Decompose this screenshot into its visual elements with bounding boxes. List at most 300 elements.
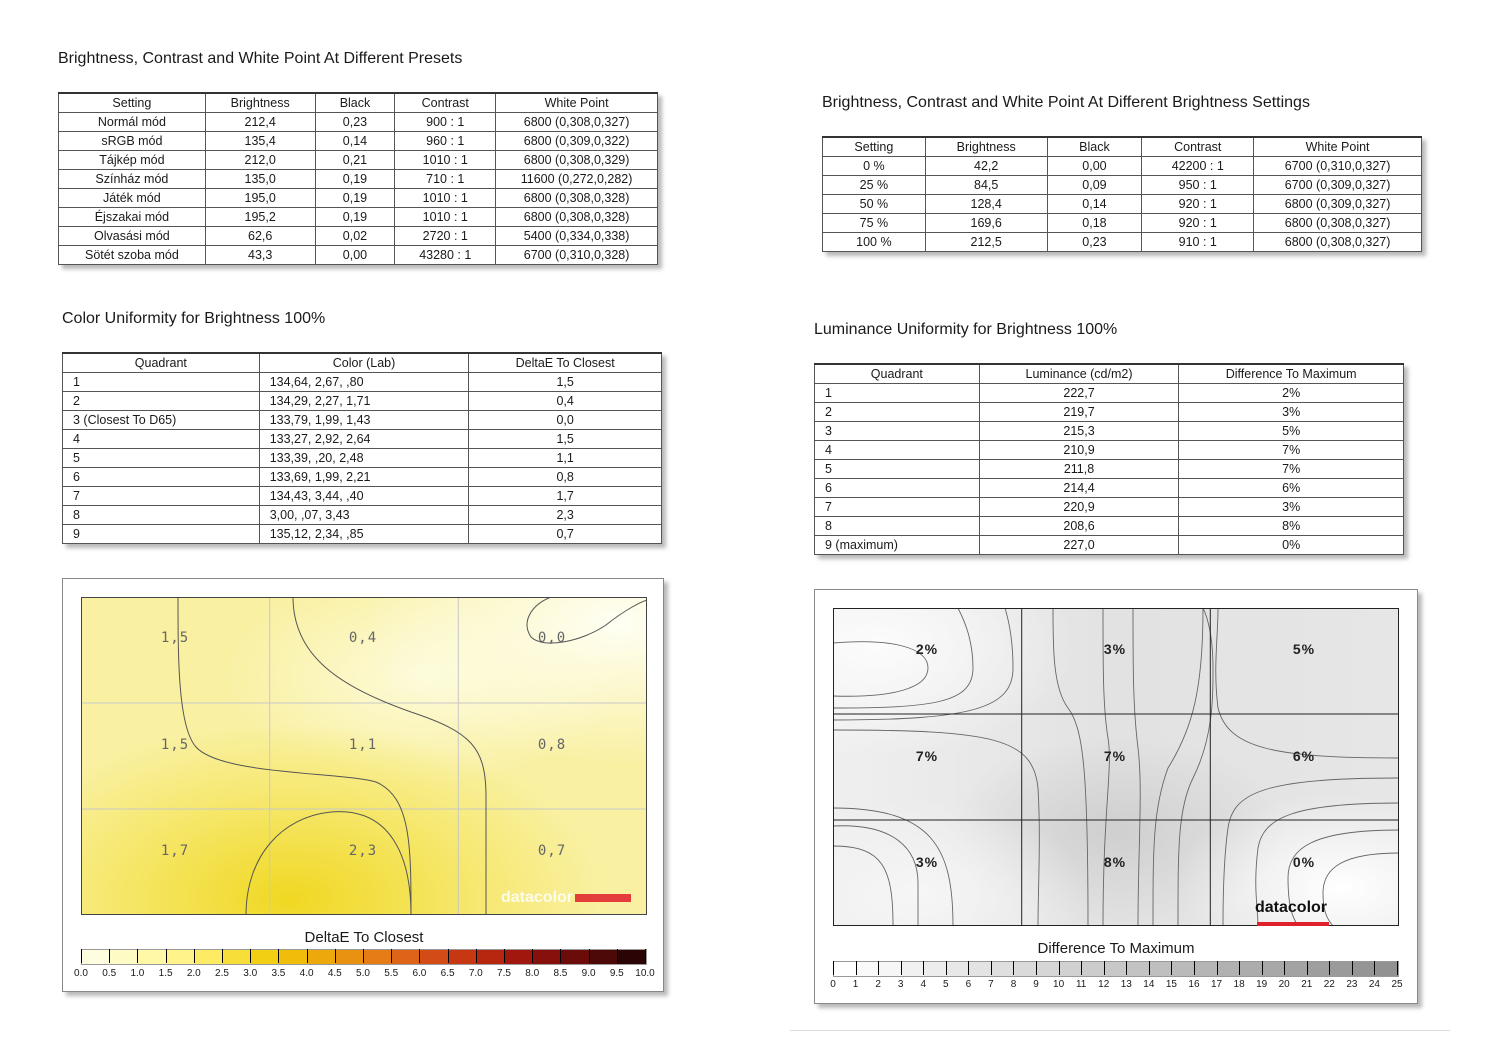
scale-tick [1036, 961, 1037, 975]
table-cell: 222,7 [979, 384, 1179, 403]
column-header: Quadrant [63, 353, 260, 373]
color-map-label-1: 1,5 [160, 630, 190, 646]
table-cell: Színház mód [59, 170, 206, 189]
column-header: Color (Lab) [259, 353, 469, 373]
table-cell: 1010 : 1 [395, 189, 496, 208]
scale-tick-label: 6.5 [440, 968, 455, 979]
table-cell: 169,6 [925, 214, 1047, 233]
table-cell: 84,5 [925, 176, 1047, 195]
table-row [63, 411, 662, 430]
table-row [815, 498, 1404, 517]
table-cell: 6800 (0,308,0,328) [496, 189, 658, 208]
scale-swatch [1195, 962, 1218, 976]
table-row [815, 422, 1404, 441]
scale-tick [833, 961, 834, 975]
table-cell: 1 [815, 384, 980, 403]
column-header: DeltaE To Closest [469, 353, 662, 373]
table-cell: 3% [1179, 498, 1404, 517]
table-cell: 6700 (0,310,0,327) [1254, 157, 1422, 176]
scale-tick-label: 4.0 [299, 968, 314, 979]
table-row [815, 460, 1404, 479]
color-map-label-6: 0,8 [537, 737, 567, 753]
table-cell: 7% [1179, 441, 1404, 460]
scale-swatch [279, 950, 307, 964]
table-cell: 220,9 [979, 498, 1179, 517]
table-cell: 0,00 [315, 246, 395, 265]
scale-tick [1329, 961, 1330, 975]
scale-swatch [1172, 962, 1195, 976]
scale-swatch [364, 950, 392, 964]
scale-tick-label: 16 [1188, 979, 1200, 990]
scale-tick-label: 3.0 [243, 968, 258, 979]
scale-tick [1239, 961, 1240, 975]
scale-tick-label: 23 [1346, 979, 1358, 990]
scale-swatch [420, 950, 448, 964]
table-cell: 215,3 [979, 422, 1179, 441]
scale-tick [391, 949, 392, 963]
table-cell: 133,79, 1,99, 1,43 [259, 411, 469, 430]
scale-swatch [1330, 962, 1353, 976]
color-scale-title: DeltaE To Closest [304, 929, 424, 946]
scale-swatch [195, 950, 223, 964]
column-header: White Point [1254, 137, 1422, 157]
scale-swatch [1060, 962, 1083, 976]
table-cell: 6700 (0,310,0,328) [496, 246, 658, 265]
column-header: Setting [59, 93, 206, 113]
scale-tick-label: 7 [988, 979, 994, 990]
table-cell: 0 % [823, 157, 926, 176]
presets-table [58, 92, 658, 265]
scale-swatch [392, 950, 420, 964]
scale-tick [448, 949, 449, 963]
table-cell: sRGB mód [59, 132, 206, 151]
table-cell: 0,00 [1047, 157, 1142, 176]
table-cell: 7% [1179, 460, 1404, 479]
color-map-label-3: 0,0 [537, 630, 567, 646]
table-cell: 0,23 [1047, 233, 1142, 252]
table-cell: 2720 : 1 [395, 227, 496, 246]
scale-swatch [82, 950, 110, 964]
lum-map-label-8: 8% [1103, 854, 1127, 870]
table-cell: 0% [1179, 536, 1404, 555]
scale-swatch [1285, 962, 1308, 976]
scale-swatch [308, 950, 336, 964]
table-row [59, 246, 658, 265]
scale-tick-label: 22 [1323, 979, 1335, 990]
lum-map-label-9: 0% [1292, 854, 1316, 870]
table-row [823, 214, 1422, 233]
scale-tick [1104, 961, 1105, 975]
scale-tick [856, 961, 857, 975]
scale-tick [645, 949, 646, 963]
scale-tick-label: 25 [1391, 979, 1403, 990]
table-cell: 4 [815, 441, 980, 460]
table-cell: 4 [63, 430, 260, 449]
scale-tick-label: 8.5 [553, 968, 568, 979]
table-cell: 219,7 [979, 403, 1179, 422]
scale-swatch [1240, 962, 1263, 976]
scale-tick-label: 0 [830, 979, 836, 990]
datacolor-logo: datacolor [1255, 899, 1399, 926]
table-cell: 5 [63, 449, 260, 468]
table-cell: 2 [63, 392, 260, 411]
column-header: Luminance (cd/m2) [979, 364, 1179, 384]
table-cell: 212,4 [205, 113, 315, 132]
table-cell: 135,0 [205, 170, 315, 189]
table-cell: 212,0 [205, 151, 315, 170]
scale-swatch [590, 950, 618, 964]
scale-tick [1149, 961, 1150, 975]
brightness-settings-table [822, 136, 1422, 252]
scale-tick [504, 949, 505, 963]
scale-tick-label: 10.0 [635, 968, 655, 979]
scale-tick-label: 9.0 [581, 968, 596, 979]
color-uniformity-title: Color Uniformity for Brightness 100% [62, 310, 326, 327]
table-cell: 6800 (0,309,0,327) [1254, 195, 1422, 214]
scale-tick-label: 4 [920, 979, 927, 990]
table-cell: 6 [63, 468, 260, 487]
table-cell: 0,21 [315, 151, 395, 170]
scale-swatch [449, 950, 477, 964]
table-cell: 0,0 [469, 411, 662, 430]
table-cell: 100 % [823, 233, 926, 252]
table-row [59, 170, 658, 189]
table-cell: 8 [63, 506, 260, 525]
table-row [815, 517, 1404, 536]
scale-tick-label: 6 [965, 979, 972, 990]
table-cell: 135,12, 2,34, ,85 [259, 525, 469, 544]
table-cell: 134,29, 2,27, 1,71 [259, 392, 469, 411]
scale-tick-label: 3 [897, 979, 904, 990]
scale-tick [901, 961, 902, 975]
table-cell: 62,6 [205, 227, 315, 246]
table-cell: 133,39, ,20, 2,48 [259, 449, 469, 468]
column-header: White Point [496, 93, 658, 113]
table-cell: 900 : 1 [395, 113, 496, 132]
scale-tick [1081, 961, 1082, 975]
table-row [815, 384, 1404, 403]
table-row [63, 392, 662, 411]
table-cell: 1,1 [469, 449, 662, 468]
table-cell: 9 (maximum) [815, 536, 980, 555]
table-row [823, 176, 1422, 195]
table-cell: 227,0 [979, 536, 1179, 555]
table-cell: 6800 (0,308,0,327) [496, 113, 658, 132]
scale-tick [532, 949, 533, 963]
scale-swatch [110, 950, 138, 964]
table-cell: 7 [63, 487, 260, 506]
table-cell: 0,23 [315, 113, 395, 132]
luminance-uniformity-title: Luminance Uniformity for Brightness 100% [814, 321, 1118, 338]
table-cell: 212,5 [925, 233, 1047, 252]
scale-tick [222, 949, 223, 963]
scale-swatch [1376, 962, 1399, 976]
presets-title: Brightness, Contrast and White Point At Different Presets [58, 50, 463, 67]
color-map-label-8: 2,3 [348, 843, 378, 859]
scale-tick [1397, 961, 1398, 975]
color-uniformity-panel [62, 578, 664, 992]
scale-swatch [138, 950, 166, 964]
table-cell: Játék mód [59, 189, 206, 208]
table-cell: 0,09 [1047, 176, 1142, 195]
table-cell: 5 [815, 460, 980, 479]
table-cell: 1 [63, 373, 260, 392]
color-uniformity-table [62, 352, 662, 544]
table-cell: 134,43, 3,44, ,40 [259, 487, 469, 506]
table-row [815, 479, 1404, 498]
scale-swatch [1150, 962, 1173, 976]
table-cell: 11600 (0,272,0,282) [496, 170, 658, 189]
table-cell: 6800 (0,308,0,327) [1254, 214, 1422, 233]
scale-tick [166, 949, 167, 963]
table-cell: 710 : 1 [395, 170, 496, 189]
color-map-label-2: 0,4 [348, 630, 378, 646]
scale-tick-label: 9 [1033, 979, 1039, 990]
table-cell: 43,3 [205, 246, 315, 265]
color-map-label-9: 0,7 [537, 843, 567, 859]
table-cell: 0,14 [1047, 195, 1142, 214]
table-cell: 0,4 [469, 392, 662, 411]
table-cell: 135,4 [205, 132, 315, 151]
scale-tick-label: 13 [1120, 979, 1132, 990]
table-row [59, 227, 658, 246]
color-map-label-4: 1,5 [160, 737, 190, 753]
scale-swatch [336, 950, 364, 964]
table-row [815, 403, 1404, 422]
scale-tick [1194, 961, 1195, 975]
scale-tick [419, 949, 420, 963]
lum-map-label-3: 5% [1292, 641, 1316, 657]
table-cell: Sötét szoba mód [59, 246, 206, 265]
scale-tick [137, 949, 138, 963]
scale-tick-label: 14 [1143, 979, 1155, 990]
scale-tick [560, 949, 561, 963]
table-cell: 42200 : 1 [1142, 157, 1254, 176]
table-row [63, 506, 662, 525]
table-cell: 42,2 [925, 157, 1047, 176]
scale-swatch [1308, 962, 1331, 976]
table-row [63, 487, 662, 506]
scale-swatch [1082, 962, 1105, 976]
table-cell: 920 : 1 [1142, 195, 1254, 214]
scale-swatch [879, 962, 902, 976]
table-cell: Tájkép mód [59, 151, 206, 170]
scale-swatch [1105, 962, 1128, 976]
scale-tick [278, 949, 279, 963]
scale-swatch [561, 950, 589, 964]
scale-tick-label: 11 [1075, 979, 1087, 990]
color-map-label-5: 1,1 [348, 737, 378, 753]
scale-swatch [477, 950, 505, 964]
scale-swatch [1015, 962, 1038, 976]
table-cell: 0,19 [315, 208, 395, 227]
table-cell: 2 [815, 403, 980, 422]
column-header: Quadrant [815, 364, 980, 384]
table-cell: 25 % [823, 176, 926, 195]
lum-map-label-7: 3% [915, 854, 939, 870]
scale-swatch [1353, 962, 1376, 976]
color-uniformity-map [81, 597, 647, 915]
scale-swatch [1263, 962, 1286, 976]
scale-tick [1374, 961, 1375, 975]
table-cell: 5% [1179, 422, 1404, 441]
scale-tick-label: 1.5 [158, 968, 173, 979]
table-cell: 0,02 [315, 227, 395, 246]
table-row [63, 449, 662, 468]
table-row [63, 525, 662, 544]
scale-swatch [533, 950, 561, 964]
table-cell: 2% [1179, 384, 1404, 403]
table-cell: 3 (Closest To D65) [63, 411, 260, 430]
lum-map-label-4: 7% [915, 748, 939, 764]
table-row [59, 189, 658, 208]
column-header: Contrast [1142, 137, 1254, 157]
table-cell: 950 : 1 [1142, 176, 1254, 195]
table-cell: 8% [1179, 517, 1404, 536]
scale-tick [1352, 961, 1353, 975]
scale-tick-label: 3.5 [271, 968, 286, 979]
scale-tick [1126, 961, 1127, 975]
scale-tick [946, 961, 947, 975]
lum-scale-title: Difference To Maximum [1037, 940, 1195, 957]
scale-tick-label: 1.0 [130, 968, 145, 979]
table-cell: 6800 (0,308,0,329) [496, 151, 658, 170]
table-cell: 1010 : 1 [395, 151, 496, 170]
table-cell: 1,5 [469, 430, 662, 449]
column-header: Black [315, 93, 395, 113]
scale-tick-label: 17 [1210, 979, 1223, 990]
table-cell: 1010 : 1 [395, 208, 496, 227]
scale-tick-label: 20 [1278, 979, 1290, 990]
scale-tick-label: 24 [1368, 979, 1380, 990]
scale-tick [1013, 961, 1014, 975]
table-cell: 75 % [823, 214, 926, 233]
scale-swatch [834, 962, 857, 976]
column-header: Black [1047, 137, 1142, 157]
table-row [815, 441, 1404, 460]
lum-scale-bar [833, 961, 1399, 977]
table-row [815, 536, 1404, 555]
table-cell: 211,8 [979, 460, 1179, 479]
lum-map-label-2: 3% [1103, 641, 1127, 657]
scale-tick [194, 949, 195, 963]
table-row [63, 430, 662, 449]
scale-tick [923, 961, 924, 975]
scale-tick [1284, 961, 1285, 975]
table-cell: 0,19 [315, 170, 395, 189]
scale-tick-label: 19 [1256, 979, 1268, 990]
scale-tick-label: 2.5 [215, 968, 229, 979]
scale-swatch [223, 950, 251, 964]
scale-tick-label: 5.0 [356, 968, 370, 979]
table-cell: 2,3 [469, 506, 662, 525]
column-header: Brightness [925, 137, 1047, 157]
table-cell: 208,6 [979, 517, 1179, 536]
table-cell: 128,4 [925, 195, 1047, 214]
scale-swatch [902, 962, 925, 976]
table-cell: Normál mód [59, 113, 206, 132]
scale-tick-label: 5.5 [384, 968, 399, 979]
table-row [59, 151, 658, 170]
table-cell: 43280 : 1 [395, 246, 496, 265]
scale-tick [250, 949, 251, 963]
scale-tick-label: 2.0 [186, 968, 201, 979]
table-cell: 0,8 [469, 468, 662, 487]
table-cell: 910 : 1 [1142, 233, 1254, 252]
scale-tick-label: 4.5 [327, 968, 342, 979]
table-cell: 1,7 [469, 487, 662, 506]
table-cell: 7 [815, 498, 980, 517]
scale-tick-label: 12 [1098, 979, 1110, 990]
table-cell: 0,7 [469, 525, 662, 544]
table-cell: 0,19 [315, 189, 395, 208]
datacolor-logo: datacolor [501, 889, 631, 907]
scale-swatch [251, 950, 279, 964]
table-row [59, 132, 658, 151]
scale-swatch [167, 950, 195, 964]
lum-map-label-6: 6% [1292, 748, 1316, 764]
table-cell: 214,4 [979, 479, 1179, 498]
scale-tick [1171, 961, 1172, 975]
table-row [59, 113, 658, 132]
scale-swatch [505, 950, 533, 964]
scale-tick [1307, 961, 1308, 975]
scale-tick-label: 0.0 [74, 968, 88, 979]
table-row [823, 195, 1422, 214]
table-cell: 134,64, 2,67, ,80 [259, 373, 469, 392]
luminance-uniformity-map [833, 608, 1399, 926]
table-row [823, 233, 1422, 252]
scale-tick-label: 1 [852, 979, 859, 990]
scale-tick [589, 949, 590, 963]
scale-tick-label: 7.5 [497, 968, 511, 979]
column-header: Setting [823, 137, 926, 157]
scale-swatch [992, 962, 1015, 976]
table-cell: 9 [63, 525, 260, 544]
table-cell: 0,14 [315, 132, 395, 151]
luminance-uniformity-panel [814, 589, 1418, 1004]
scale-tick [991, 961, 992, 975]
luminance-uniformity-table [814, 363, 1404, 555]
table-cell: Olvasási mód [59, 227, 206, 246]
scale-tick [1059, 961, 1060, 975]
brightness-settings-title: Brightness, Contrast and White Point At Different Brightness Settings [822, 94, 1310, 111]
scale-swatch [857, 962, 880, 976]
table-row [63, 468, 662, 487]
scale-tick [617, 949, 618, 963]
table-cell: 3 [815, 422, 980, 441]
table-cell: 5400 (0,334,0,338) [496, 227, 658, 246]
scale-tick [968, 961, 969, 975]
scale-swatch [1127, 962, 1150, 976]
lum-map-label-5: 7% [1103, 748, 1127, 764]
scale-tick [878, 961, 879, 975]
column-header: Contrast [395, 93, 496, 113]
table-cell: 0,18 [1047, 214, 1142, 233]
table-row [823, 157, 1422, 176]
scale-tick [1262, 961, 1263, 975]
scale-swatch [969, 962, 992, 976]
scale-tick-label: 0.5 [102, 968, 117, 979]
divider [790, 1030, 1450, 1031]
scale-tick-label: 18 [1233, 979, 1245, 990]
scale-tick-label: 2 [875, 979, 881, 990]
scale-tick-label: 21 [1301, 979, 1313, 990]
table-cell: 6800 (0,309,0,322) [496, 132, 658, 151]
table-cell: 50 % [823, 195, 926, 214]
table-cell: 8 [815, 517, 980, 536]
table-cell: 6800 (0,308,0,327) [1254, 233, 1422, 252]
